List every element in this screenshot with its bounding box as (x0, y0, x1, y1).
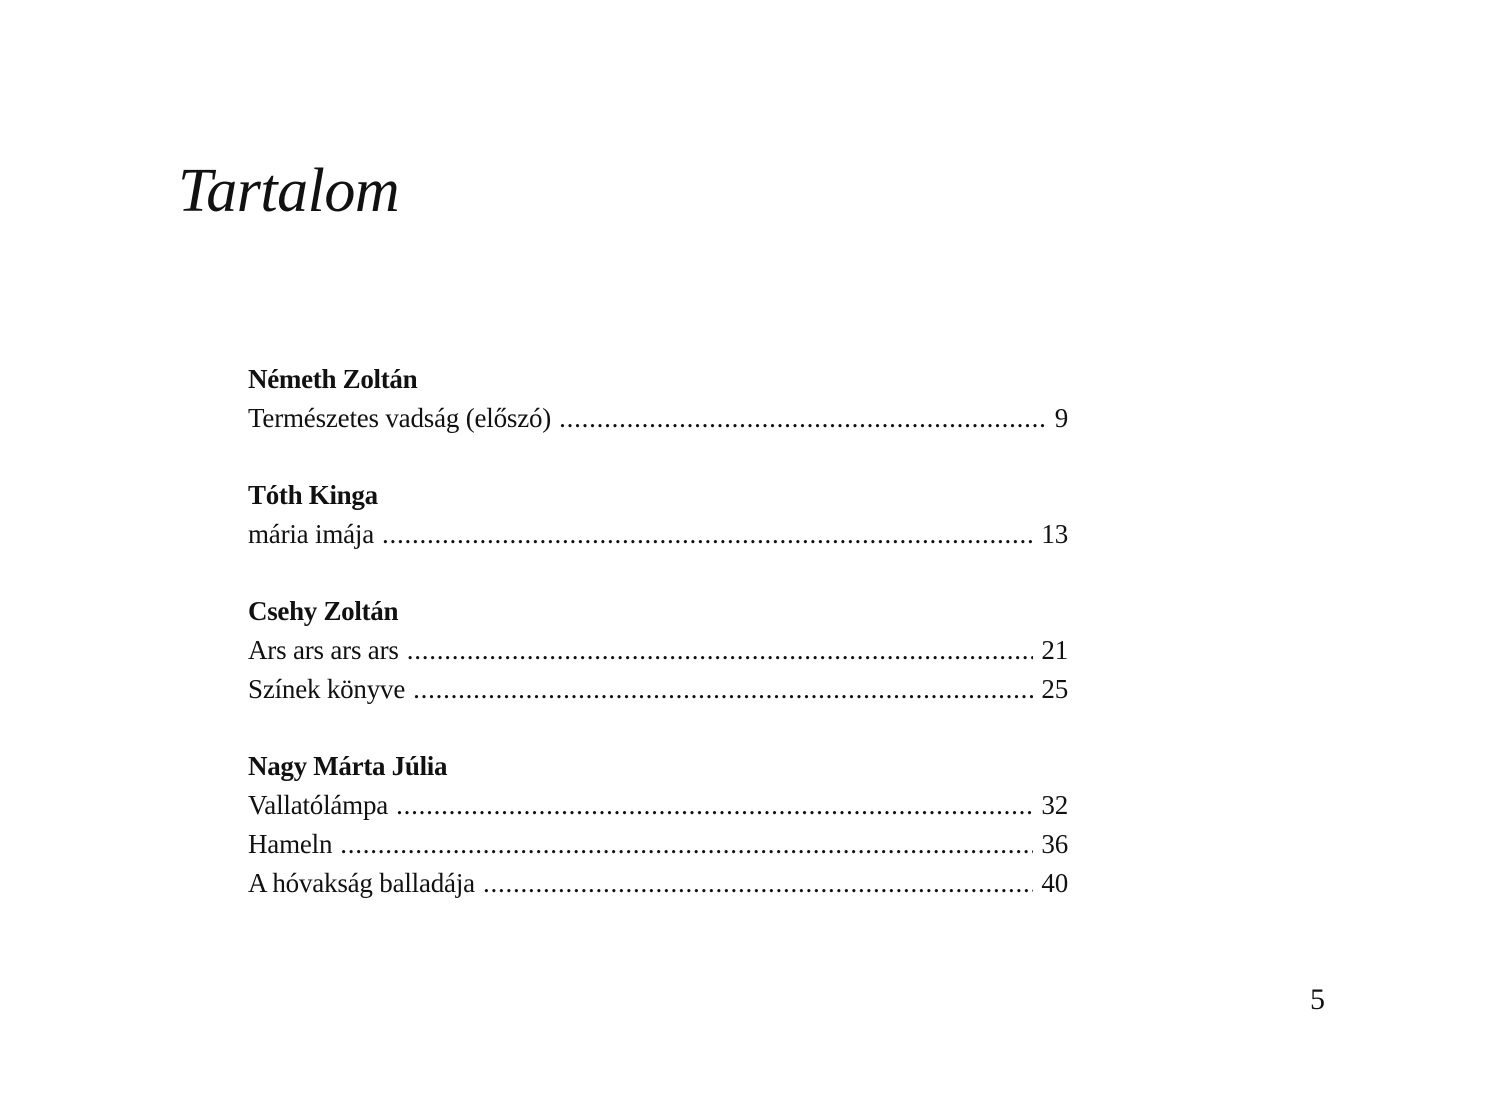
toc-section (248, 592, 1068, 709)
dot-leader (382, 515, 1033, 554)
author-name: Németh Zoltán (248, 364, 418, 394)
toc-entry (248, 864, 1068, 903)
dot-leader (559, 399, 1047, 438)
dot-leader (340, 825, 1033, 864)
page-number: 5 (1310, 983, 1325, 1016)
author-name: Tóth Kinga (248, 480, 378, 510)
entry-title: Hameln (248, 829, 333, 859)
dot-leader (396, 786, 1033, 825)
entry-page-number: 9 (1054, 403, 1068, 433)
entry-title: Természetes vadság (előszó) (248, 403, 552, 433)
toc-entry (248, 631, 1068, 670)
author-name: Csehy Zoltán (248, 596, 399, 626)
entry-page-number: 36 (1041, 829, 1068, 859)
dot-leader (407, 631, 1034, 670)
entry-title: Színek könyve (248, 674, 406, 704)
dot-leader (483, 864, 1033, 903)
page-title: Tartalom (178, 157, 400, 225)
toc-entry (248, 670, 1068, 709)
toc-section (248, 747, 1068, 903)
toc-entry (248, 399, 1068, 438)
author-name: Nagy Márta Júlia (248, 751, 448, 781)
entry-title: Vallatólámpa (248, 790, 389, 820)
toc-section (248, 360, 1068, 438)
entry-page-number: 13 (1041, 519, 1068, 549)
entry-title: mária imája (248, 519, 374, 549)
entry-title: A hóvakság balladája (248, 868, 475, 898)
toc-entry (248, 825, 1068, 864)
entry-page-number: 25 (1041, 674, 1068, 704)
dot-leader (413, 670, 1033, 709)
toc-entry (248, 515, 1068, 554)
entry-page-number: 21 (1041, 635, 1068, 665)
entry-title: Ars ars ars ars (248, 635, 399, 665)
entry-page-number: 32 (1041, 790, 1068, 820)
toc-section (248, 476, 1068, 554)
table-of-contents (248, 360, 1068, 941)
toc-entry (248, 786, 1068, 825)
entry-page-number: 40 (1041, 868, 1068, 898)
